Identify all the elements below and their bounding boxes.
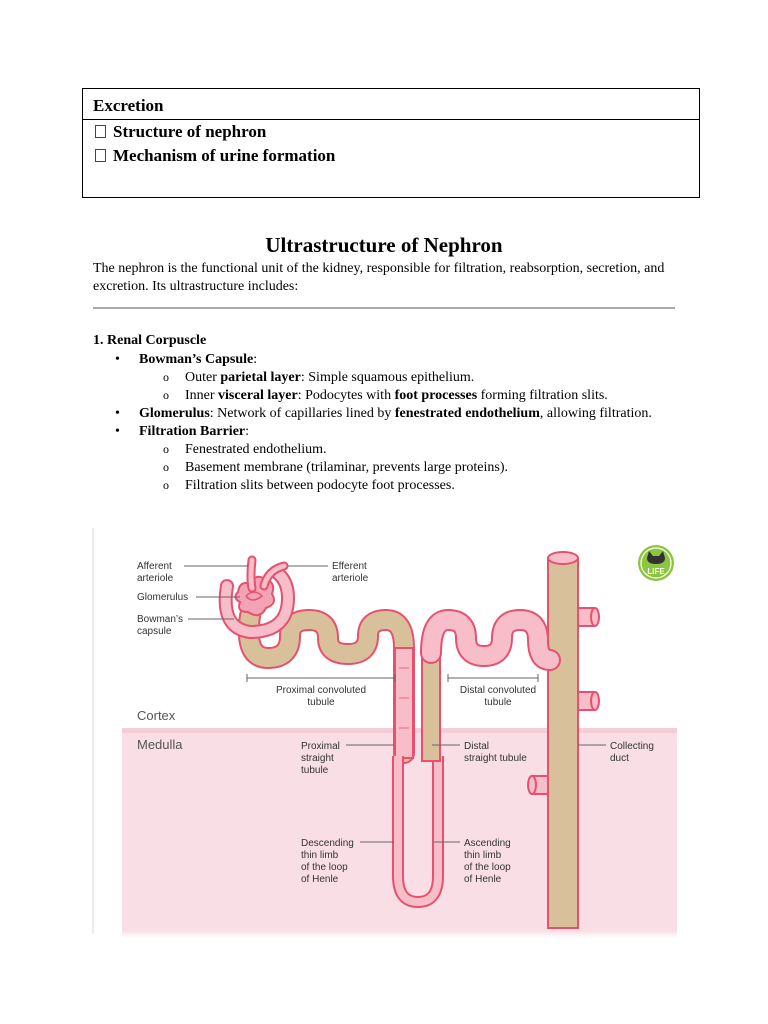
page-title: Ultrastructure of Nephron xyxy=(265,233,503,257)
box-item: Mechanism of urine formation xyxy=(83,144,699,168)
sub-list xyxy=(139,369,693,405)
nephron-diagram-svg xyxy=(92,528,677,938)
bullet-list xyxy=(93,351,693,495)
label-desc: Descending xyxy=(301,838,354,849)
label-cortex: Cortex xyxy=(137,708,176,723)
label-pst: straight xyxy=(301,753,334,764)
sub-list xyxy=(139,441,693,495)
proximal-straight-tubule xyxy=(395,648,413,758)
list-item-barrier: • Filtration Barrier: o Fenestrated endothelium. o Basement membrane (trilaminar, prevents large proteins). o Filtration slits between podocyte foot processes. xyxy=(93,423,693,495)
box-item: Structure of nephron xyxy=(83,120,699,144)
label-dct: tubule xyxy=(484,697,512,708)
renal-corpuscle-section xyxy=(93,332,693,495)
label-afferent: Afferent xyxy=(137,561,172,572)
label-pst: tubule xyxy=(301,765,329,776)
list-item: o Filtration slits between podocyte foot processes. xyxy=(139,477,693,495)
label-asc: of the loop xyxy=(464,862,511,873)
nephron-diagram xyxy=(92,528,677,938)
intro-paragraph: The nephron is the functional unit of the kidney, responsible for filtration, reabsorption, secretion, and excretion. Its ultrastructure includes: xyxy=(93,261,665,294)
life-logo-icon xyxy=(638,545,674,581)
label-dst: straight tubule xyxy=(464,753,527,764)
label-pct: Proximal convoluted xyxy=(275,685,367,696)
label-asc: thin limb xyxy=(464,850,502,861)
label-efferent: Efferent xyxy=(332,561,367,572)
list-item: o Outer parietal layer: Simple squamous epithelium. xyxy=(139,369,693,387)
label-dst: Distal xyxy=(464,741,490,752)
logo-text: LIFE xyxy=(647,567,665,576)
divider xyxy=(93,307,675,309)
label-desc: of Henle xyxy=(301,874,339,885)
distal-tubule-fill xyxy=(431,620,550,660)
label-medulla: Medulla xyxy=(137,737,183,752)
label-pct: tubule xyxy=(307,697,335,708)
label-asc: of Henle xyxy=(464,874,502,885)
label-afferent: arteriole xyxy=(137,573,174,584)
label-efferent: arteriole xyxy=(332,573,369,584)
label-duct: Collecting xyxy=(610,741,654,752)
section-heading: 1. Renal Corpuscle xyxy=(93,333,207,348)
list-item: o Inner visceral layer: Podocytes with foot processes forming filtration slits. xyxy=(139,387,693,405)
checkbox-icon xyxy=(95,149,106,162)
label-desc: of the loop xyxy=(301,862,348,873)
label-bowman: Bowman’s xyxy=(137,614,183,625)
list-item: o Fenestrated endothelium. xyxy=(139,441,693,459)
label-dct: Distal convoluted xyxy=(459,685,537,696)
label-bowman: capsule xyxy=(137,626,172,637)
list-item-bowman: • Bowman’s Capsule: o Outer parietal layer: Simple squamous epithelium. o Inner visceral layer: Podocytes with foot processes forming filtration slits. xyxy=(93,351,693,405)
label-desc: thin limb xyxy=(301,850,339,861)
bottom-fade xyxy=(122,888,677,938)
header-box-title: Excretion xyxy=(83,89,699,120)
label-pst: Proximal xyxy=(301,741,340,752)
label-glomerulus: Glomerulus xyxy=(137,592,189,603)
checkbox-icon xyxy=(95,125,106,138)
header-box xyxy=(82,88,700,198)
list-item: o Basement membrane (trilaminar, prevents large proteins). xyxy=(139,459,693,477)
list-item-glomerulus: • Glomerulus: Network of capillaries lined by fenestrated endothelium, allowing filtration. xyxy=(93,405,693,423)
label-asc: Ascending xyxy=(464,838,511,849)
label-duct: duct xyxy=(610,753,629,764)
